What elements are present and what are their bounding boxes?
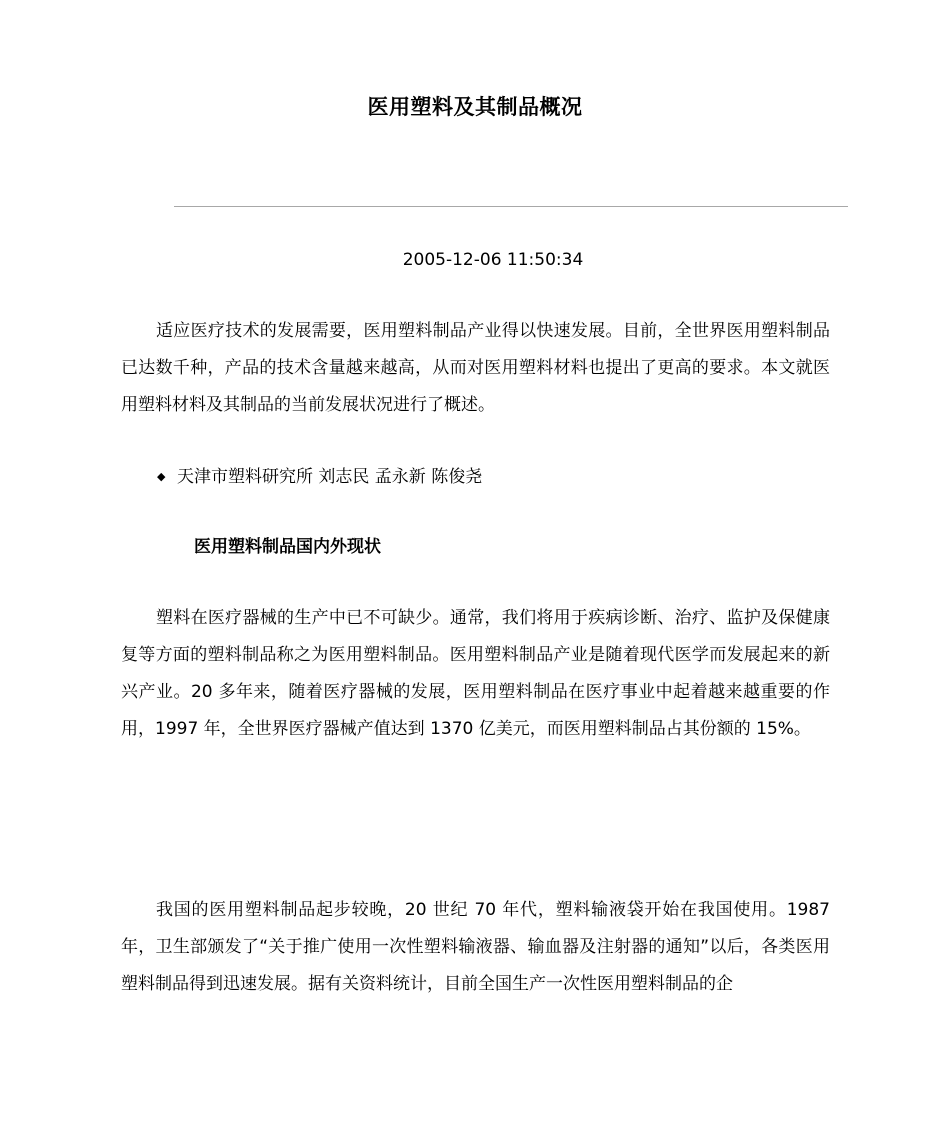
body-paragraph: 塑料在医疗器械的生产中已不可缺少。通常，我们将用于疾病诊断、治疗、监护及保健康复等方面的塑料制品称之为医用塑料制品。医用塑料制品产业是随着现代医学而发展起来的新兴产业。20 多年来，随着医疗器械的发展，医用塑料制品在医疗事业中起着越来越重要的作用，1997 年，全世界医疗器械产值达到 1370 亿美元，而医用塑料制品占其份额的 15%。: [121, 608, 830, 739]
page-title: 医用塑料及其制品概况: [367, 95, 583, 119]
publish-timestamp: 2005-12-06 11:50:34: [402, 250, 584, 270]
section-heading: 医用塑料制品国内外现状: [194, 537, 381, 557]
author-names: 天津市塑料研究所 刘志民 孟永新 陈俊尧: [177, 467, 483, 487]
intro-paragraph: 适应医疗技术的发展需要，医用塑料制品产业得以快速发展。目前，全世界医用塑料制品已达数千种，产品的技术含量越来越高，从而对医用塑料材料也提出了更高的要求。本文就医用塑料材料及其制品的当前发展状况进行了概述。: [121, 321, 830, 415]
author-line: [157, 464, 482, 490]
title-divider: [174, 206, 848, 207]
diamond-bullet-icon: ◆: [157, 470, 166, 483]
body-paragraph: 我国的医用塑料制品起步较晚，20 世纪 70 年代，塑料输液袋开始在我国使用。1987年，卫生部颁发了“关于推广使用一次性塑料输液器、输血器及注射器的通知”以后，各类医用塑料制品得到迅速发展。据有关资料统计，目前全国生产一次性医用塑料制品的企: [121, 900, 830, 994]
